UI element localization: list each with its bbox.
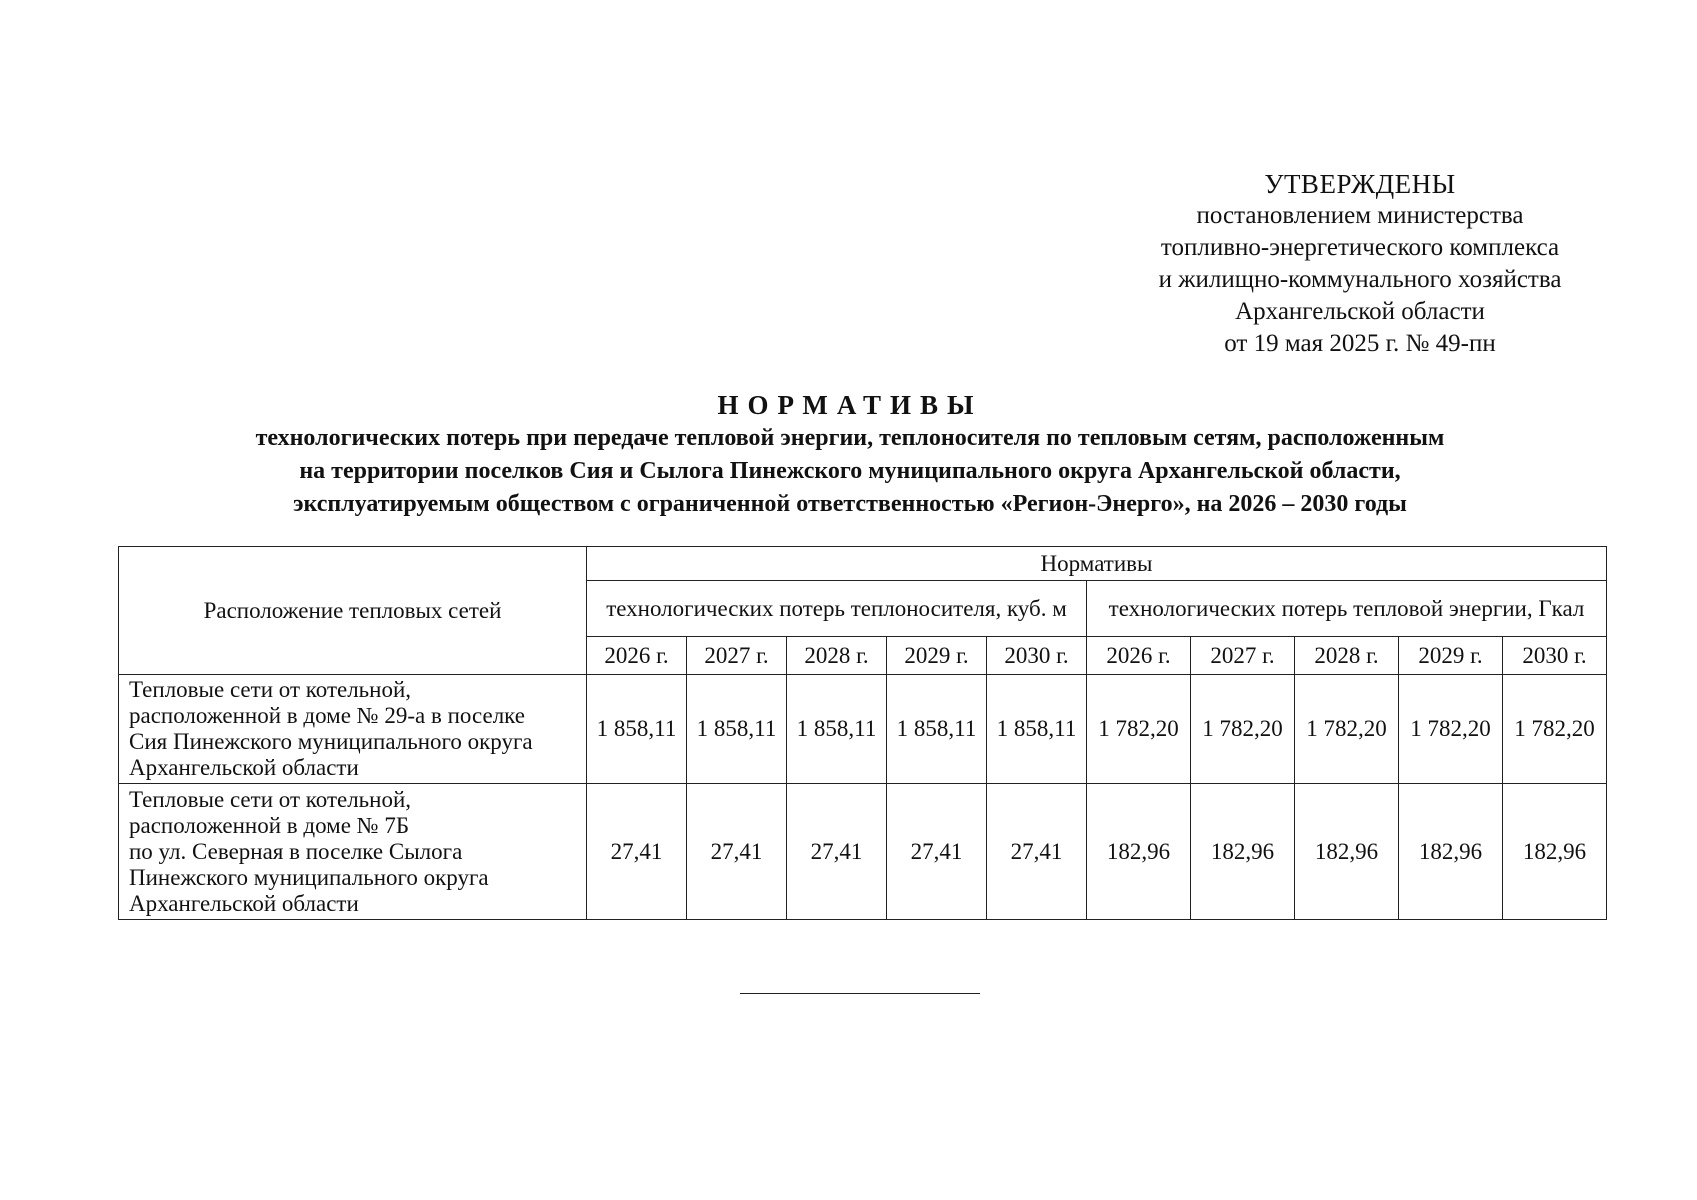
heat-energy-loss-header: технологических потерь тепловой энергии, Гкал: [1087, 581, 1607, 637]
location-line: по ул. Северная в поселке Сылога: [129, 838, 463, 864]
location-header: Расположение тепловых сетей: [119, 547, 587, 675]
title-line: на территории поселков Сия и Сылога Пинежского муниципального округа Архангельской области,: [299, 458, 1401, 484]
value-cell: 27,41: [787, 784, 887, 920]
value-cell: 1 782,20: [1399, 675, 1503, 784]
location-cell: [119, 675, 587, 784]
year-header: 2027 г.: [1191, 637, 1295, 675]
approval-line: топливно-энергетического комплекса: [1160, 234, 1560, 261]
approval-line: постановлением министерства: [1196, 202, 1524, 229]
value-cell: 182,96: [1295, 784, 1399, 920]
value-cell: 27,41: [587, 784, 687, 920]
year-header: 2028 г.: [1295, 637, 1399, 675]
title-main: НОРМАТИВЫ: [717, 390, 983, 420]
location-line: Архангельской области: [129, 755, 359, 780]
value-cell: 27,41: [687, 784, 787, 920]
header-row-group: [119, 547, 1607, 581]
location-line: Тепловые сети от котельной,: [129, 786, 412, 812]
location-line: расположенной в доме № 7Б: [129, 812, 410, 838]
value-cell: 1 782,20: [1191, 675, 1295, 784]
end-of-document-rule: [740, 993, 980, 994]
year-header: 2029 г.: [1399, 637, 1503, 675]
value-cell: 27,41: [987, 784, 1087, 920]
value-cell: 1 782,20: [1087, 675, 1191, 784]
value-cell: 182,96: [1191, 784, 1295, 920]
title-line: технологических потерь при передаче тепловой энергии, теплоносителя по тепловым сетям, расположенным: [255, 425, 1445, 451]
document-title: [100, 388, 1600, 521]
year-header: 2030 г.: [987, 637, 1087, 675]
value-cell: 1 858,11: [887, 675, 987, 784]
value-cell: 1 782,20: [1503, 675, 1607, 784]
value-cell: 1 858,11: [987, 675, 1087, 784]
value-cell: 182,96: [1399, 784, 1503, 920]
title-line: эксплуатируемым обществом с ограниченной ответственностью «Регион-Энерго», на 2026 – 2030 годы: [293, 491, 1407, 517]
location-line: Архангельской области: [129, 890, 359, 916]
value-cell: 1 858,11: [787, 675, 887, 784]
location-line: расположенной в доме № 29-а в поселке: [129, 703, 525, 728]
year-header: 2028 г.: [787, 637, 887, 675]
approval-block: [1080, 168, 1640, 360]
location-line: Тепловые сети от котельной,: [129, 677, 412, 702]
year-header: 2030 г.: [1503, 637, 1607, 675]
table-row: [119, 675, 1607, 784]
location-line: Пинежского муниципального округа: [129, 864, 489, 890]
year-header: 2029 г.: [887, 637, 987, 675]
coolant-loss-header: технологических потерь теплоносителя, куб. м: [587, 581, 1087, 637]
value-cell: 1 858,11: [587, 675, 687, 784]
approval-line: и жилищно-коммунального хозяйства: [1158, 266, 1562, 293]
location-line: Сия Пинежского муниципального округа: [129, 729, 533, 754]
value-cell: 1 782,20: [1295, 675, 1399, 784]
location-cell: [119, 784, 587, 920]
value-cell: 1 858,11: [687, 675, 787, 784]
value-cell: 182,96: [1087, 784, 1191, 920]
norms-table: [118, 546, 1607, 920]
year-header: 2026 г.: [587, 637, 687, 675]
approval-date-line: от 19 мая 2025 г. № 49-пн: [1224, 330, 1496, 357]
value-cell: 27,41: [887, 784, 987, 920]
year-header: 2026 г.: [1087, 637, 1191, 675]
year-header: 2027 г.: [687, 637, 787, 675]
approval-heading: УТВЕРЖДЕНЫ: [1264, 169, 1456, 199]
group-header: Нормативы: [587, 547, 1607, 581]
approval-line: Архангельской области: [1235, 298, 1485, 325]
table-row: [119, 784, 1607, 920]
value-cell: 182,96: [1503, 784, 1607, 920]
